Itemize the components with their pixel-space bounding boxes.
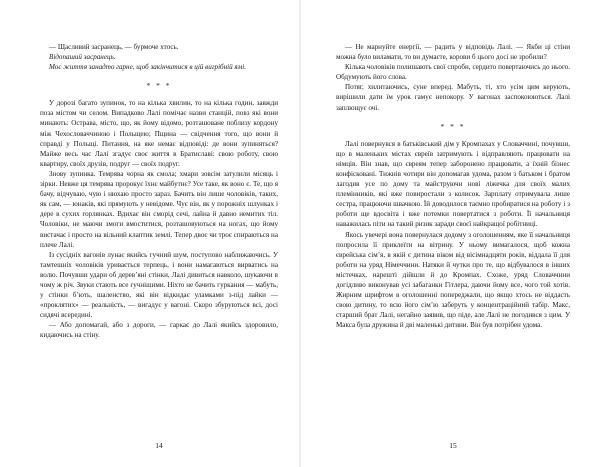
section-separator: * * *: [440, 121, 466, 131]
right-page: [300, 0, 600, 467]
section-separator: * * *: [146, 81, 172, 91]
paragraph: — Або допомагай, або з дороги, — гаркає до Лалі якийсь здоровило, кидаючись на стіну.: [40, 321, 278, 340]
paragraph: Якось увечері вона повернулася додому з оголошенням, яке її начальниця попросила її приклеїти на вітрину. У ньому вимагалося, щоб кожна єврейська сім’я, в якій є дитина віком від вісімнадцяти років, віддала її для роботи на уряд Німеччини. Натяки й чутки про те, що відбувалося в інших містечках, нарешті дійшли й до Кромпах. Схоже, уряд Словаччини догідливо виконував усі забаганки Гітлера, даючи йому все, чого той хотів. Жирним шрифтом в оголошенні попереджали, що якщо хтось не віддасть свою дитину, то всю його сім’ю заберуть у концентраційний табір. Макс, старший брат Лалі, негайно заявив, що піде, але Лалі не погодився з цим. У Макса була дружина й дві маленькі дитини. Він був потрібен удома.: [336, 230, 570, 330]
paragraph: Знову зупинка. Темрява чорна як смола; хмари зовсім затулили місяць і зірки. Невже ця темрява пророкує їхнє майбутнє? Усе таке, як воно є. Те, що я бачу, відчуваю, чую і нюхаю просто зараз. Бачить він лише чоловіків, таких, як сам, — юнаків, які прямують у невідоме. Чує він, як у порожніх шлунках і дере в сухих горлянках. Вдихає він сморід сечі, лайна й давно немитих тіл. Чоловіки, не маючи змоги вмоститися, розташовуються на ногах, що йому вистачає і просто на вільний клаптик землі. Тепер двоє чи троє спираються на плече Лалі.: [40, 169, 278, 249]
paragraph: Потяг, хилитаючись, суне вперед. Мабуть, ті, хто усім цим керують, вирішили дати їм урок гамує непокору. У вагонах заспокоюються. Лалі заплющує очі.: [336, 83, 570, 112]
paragraph: Лалі повернувся в батьківський дім у Кромпахах у Словаччині, почувши, що в маленьких містах євреїв затримують і відправляють працювати на німців. Він знав, що євреям тепер заборонено працювати, а їхній бізнес конфісковані. Тижнів чотири він допомагав удома, разом з батьком і братом лагодив усе по дому та майструючи нові ліжечка для своїх малих племінників, які вже повиростали з колисок. Зарплату отримувала лише сестра, працюючи швачкою. Їй доводилося таємно пробиратися на роботу і з роботи ще вдосвіта і вже потемки повертатися з роботи. Її начальниця наважилась піти на такий ризик заради своєї найкращої робітниці.: [336, 139, 570, 229]
paragraph: У дорозі багато зупинок, то на кілька хвилин, то на кілька годин, завжди поза містом чи селом. Випадково Лалі помічає назви станцій, повз які вони минають: Острава, місто, що, як йому відомо, розташоване поблизу кордону між Чехословаччиною і Польщею; Пщина — свідчення того, що вони й справді у Польщі. Питання, на яке немає відповіді: де вони зупиняться? Майже весь час Лалі згадує своє життя в Братиславі: свою роботу, свою квартиру, своїх друзів, подруг — своїх подруг.: [40, 99, 278, 168]
paragraph: Із сусідніх вагонів лунає якийсь гучний шум, поступово наближаючись. У тамтешніх чоловіків уривається терпець, і вони намагаються вирватись на волю. Почувши удари об дерев’яні стінки, Лалі дивиться навколо, шукаючи в чому ж річ. Звуки стають все гучнішими. Ніхто не бачить гуркання — мабуть, у стінки б’ють, шаленство, які він відкидає уламками з-під лайки — «проклятих» — реальність, — вигадує у вагоні. Скоро збуруються всі, досі сидячі всередині.: [40, 250, 278, 320]
paragraph: Кілька чоловіків полишають свої спроби, сердито повертаючись до нього. Обдумують його слова.: [336, 63, 570, 82]
paragraph-italic: Моє життя занадто гарне, щоб закінчитися в цій вигрібній ямі.: [49, 63, 246, 72]
paragraph: — Не марнуйте енергії, — радить у відповідь Лалі. — Якби ці стіни можна було виламати, то ви думаєте, корови б цього досі не зробили?: [336, 43, 570, 62]
paragraph: — Щасливий засранець, — бурмоче хтось.: [49, 43, 179, 51]
page-number: 14: [155, 441, 163, 450]
page-number: 15: [449, 441, 457, 450]
paragraph-italic: Відопаший засранець.: [49, 53, 116, 62]
